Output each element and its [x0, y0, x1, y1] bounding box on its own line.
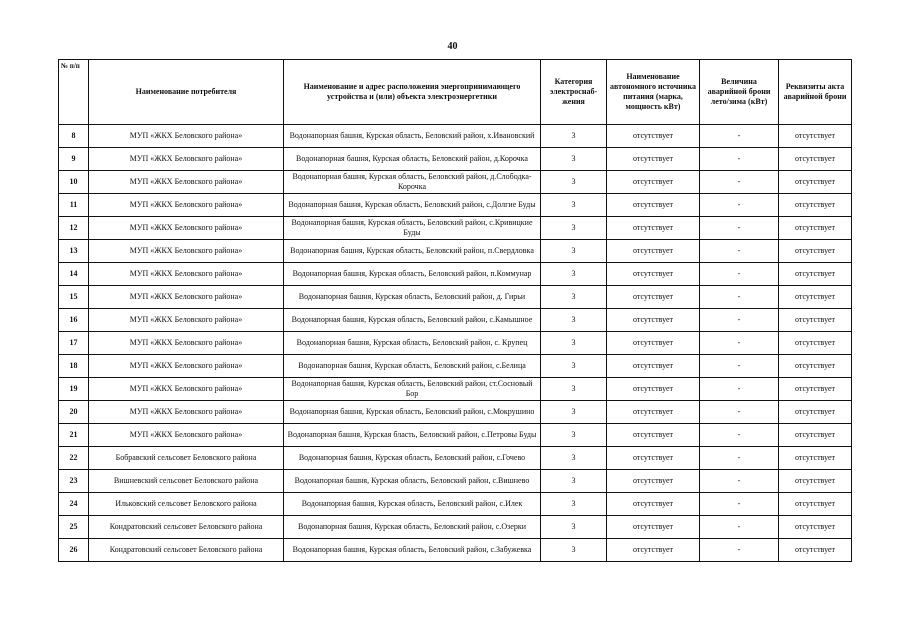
cell-source: отсутствует	[607, 148, 700, 171]
cell-consumer: Вишневский сельсовет Беловского района	[89, 470, 284, 493]
table-row	[59, 240, 852, 263]
table-row	[59, 332, 852, 355]
cell-act: отсутствует	[779, 309, 852, 332]
cell-source: отсутствует	[607, 217, 700, 240]
table-row	[59, 355, 852, 378]
cell-source: отсутствует	[607, 493, 700, 516]
cell-consumer: МУП «ЖКХ Беловского района»	[89, 378, 284, 401]
cell-act: отсутствует	[779, 194, 852, 217]
table-row	[59, 171, 852, 194]
table-row	[59, 148, 852, 171]
cell-object: Водонапорная башня, Курская область, Беловский район, с.Долгие Буды	[284, 194, 541, 217]
cell-consumer: МУП «ЖКХ Беловского района»	[89, 148, 284, 171]
cell-category: 3	[541, 493, 607, 516]
cell-source: отсутствует	[607, 240, 700, 263]
table-row	[59, 493, 852, 516]
cell-object: Водонапорная башня, Курская область, Беловский район, х.Ивановский	[284, 125, 541, 148]
cell-category: 3	[541, 378, 607, 401]
cell-reserve: -	[700, 309, 779, 332]
cell-act: отсутствует	[779, 447, 852, 470]
cell-source: отсутствует	[607, 516, 700, 539]
header-reserve: Величина аварийной брони лето/зима (кВт)	[700, 60, 779, 125]
cell-category: 3	[541, 194, 607, 217]
cell-category: 3	[541, 355, 607, 378]
cell-source: отсутствует	[607, 309, 700, 332]
table-row	[59, 194, 852, 217]
cell-act: отсутствует	[779, 539, 852, 562]
cell-source: отсутствует	[607, 286, 700, 309]
table-row	[59, 378, 852, 401]
cell-source: отсутствует	[607, 125, 700, 148]
table-row	[59, 309, 852, 332]
cell-act: отсутствует	[779, 171, 852, 194]
table-row	[59, 447, 852, 470]
table-row	[59, 286, 852, 309]
cell-num: 16	[59, 309, 89, 332]
cell-object: Водонапорная башня, Курская область, Беловский район, с.Кривицкие Буды	[284, 217, 541, 240]
cell-reserve: -	[700, 263, 779, 286]
cell-category: 3	[541, 539, 607, 562]
cell-act: отсутствует	[779, 286, 852, 309]
header-category: Категория электроснаб-жения	[541, 60, 607, 125]
table-header-row	[59, 60, 852, 125]
cell-act: отсутствует	[779, 470, 852, 493]
cell-act: отсутствует	[779, 240, 852, 263]
cell-act: отсутствует	[779, 148, 852, 171]
cell-category: 3	[541, 447, 607, 470]
cell-category: 3	[541, 263, 607, 286]
header-act: Реквизиты акта аварийной брони	[779, 60, 852, 125]
cell-source: отсутствует	[607, 539, 700, 562]
cell-object: Водонапорная башня, Курская область, Беловский район, с.Илек	[284, 493, 541, 516]
table-row	[59, 217, 852, 240]
cell-act: отсутствует	[779, 378, 852, 401]
cell-act: отсутствует	[779, 332, 852, 355]
cell-reserve: -	[700, 378, 779, 401]
cell-act: отсутствует	[779, 217, 852, 240]
cell-object: Водонапорная башня, Курская область, Беловский район, д.Слободка-Корочка	[284, 171, 541, 194]
cell-reserve: -	[700, 447, 779, 470]
cell-consumer: МУП «ЖКХ Беловского района»	[89, 263, 284, 286]
cell-category: 3	[541, 401, 607, 424]
cell-num: 21	[59, 424, 89, 447]
cell-reserve: -	[700, 125, 779, 148]
cell-reserve: -	[700, 171, 779, 194]
cell-consumer: МУП «ЖКХ Беловского района»	[89, 217, 284, 240]
cell-category: 3	[541, 217, 607, 240]
cell-object: Водонапорная башня, Курская область, Беловский район, с. Крупец	[284, 332, 541, 355]
cell-source: отсутствует	[607, 401, 700, 424]
cell-consumer: Кондратовский сельсовет Беловского района	[89, 516, 284, 539]
cell-num: 13	[59, 240, 89, 263]
cell-reserve: -	[700, 401, 779, 424]
cell-source: отсутствует	[607, 332, 700, 355]
cell-reserve: -	[700, 217, 779, 240]
cell-consumer: Ильковский сельсовет Беловского района	[89, 493, 284, 516]
table-row	[59, 263, 852, 286]
cell-num: 26	[59, 539, 89, 562]
cell-source: отсутствует	[607, 447, 700, 470]
cell-num: 22	[59, 447, 89, 470]
header-source: Наименование автономного источника питания (марка, мощность кВт)	[607, 60, 700, 125]
cell-category: 3	[541, 424, 607, 447]
header-object: Наименование и адрес расположения энергопринимающего устройства и (или) объекта электроэнергетики	[284, 60, 541, 125]
cell-act: отсутствует	[779, 424, 852, 447]
cell-reserve: -	[700, 240, 779, 263]
cell-num: 14	[59, 263, 89, 286]
cell-object: Водонапорная башня, Курская область, Беловский район, п.Коммунар	[284, 263, 541, 286]
consumers-table	[58, 59, 852, 562]
cell-num: 8	[59, 125, 89, 148]
table-row	[59, 401, 852, 424]
cell-act: отсутствует	[779, 263, 852, 286]
cell-object: Водонапорная башня, Курская бласть, Беловский район, с.Петровы Буды	[284, 424, 541, 447]
table-body	[59, 125, 852, 562]
cell-consumer: Бобравский сельсовет Беловского района	[89, 447, 284, 470]
cell-category: 3	[541, 125, 607, 148]
page-number: 40	[447, 41, 458, 52]
cell-object: Водонапорная башня, Курская область, Беловский район, д.Корочка	[284, 148, 541, 171]
cell-object: Водонапорная башня, Курская область, Беловский район, д. Гирьи	[284, 286, 541, 309]
cell-act: отсутствует	[779, 401, 852, 424]
cell-reserve: -	[700, 148, 779, 171]
table-row	[59, 424, 852, 447]
cell-source: отсутствует	[607, 263, 700, 286]
table-row	[59, 539, 852, 562]
cell-consumer: Кондратовский сельсовет Беловского района	[89, 539, 284, 562]
cell-num: 20	[59, 401, 89, 424]
cell-num: 25	[59, 516, 89, 539]
cell-consumer: МУП «ЖКХ Беловского района»	[89, 286, 284, 309]
cell-consumer: МУП «ЖКХ Беловского района»	[89, 240, 284, 263]
cell-act: отсутствует	[779, 493, 852, 516]
cell-category: 3	[541, 240, 607, 263]
cell-consumer: МУП «ЖКХ Беловского района»	[89, 309, 284, 332]
cell-num: 10	[59, 171, 89, 194]
cell-category: 3	[541, 470, 607, 493]
cell-reserve: -	[700, 332, 779, 355]
cell-num: 23	[59, 470, 89, 493]
cell-consumer: МУП «ЖКХ Беловского района»	[89, 401, 284, 424]
cell-consumer: МУП «ЖКХ Беловского района»	[89, 355, 284, 378]
cell-source: отсутствует	[607, 194, 700, 217]
cell-consumer: МУП «ЖКХ Беловского района»	[89, 424, 284, 447]
cell-num: 12	[59, 217, 89, 240]
cell-object: Водонапорная башня, Курская область, Беловский район, п.Свердловка	[284, 240, 541, 263]
cell-num: 9	[59, 148, 89, 171]
cell-act: отсутствует	[779, 516, 852, 539]
table-row	[59, 125, 852, 148]
cell-category: 3	[541, 516, 607, 539]
cell-category: 3	[541, 332, 607, 355]
cell-source: отсутствует	[607, 424, 700, 447]
cell-source: отсутствует	[607, 378, 700, 401]
cell-reserve: -	[700, 470, 779, 493]
cell-object: Водонапорная башня, Курская область, Беловский район, с.Вишнево	[284, 470, 541, 493]
cell-object: Водонапорная башня, Курская область, Беловский район, с.Забужевка	[284, 539, 541, 562]
cell-num: 15	[59, 286, 89, 309]
cell-category: 3	[541, 309, 607, 332]
cell-num: 17	[59, 332, 89, 355]
cell-object: Водонапорная башня, Курская область, Беловский район, с.Озерки	[284, 516, 541, 539]
cell-reserve: -	[700, 355, 779, 378]
cell-num: 19	[59, 378, 89, 401]
table-row	[59, 516, 852, 539]
cell-consumer: МУП «ЖКХ Беловского района»	[89, 125, 284, 148]
cell-object: Водонапорная башня, Курская область, Беловский район, с.Гочево	[284, 447, 541, 470]
cell-num: 11	[59, 194, 89, 217]
cell-reserve: -	[700, 539, 779, 562]
cell-consumer: МУП «ЖКХ Беловского района»	[89, 194, 284, 217]
cell-num: 18	[59, 355, 89, 378]
cell-object: Водонапорная башня, Курская область, Беловский район, с.Белица	[284, 355, 541, 378]
cell-category: 3	[541, 171, 607, 194]
cell-source: отсутствует	[607, 355, 700, 378]
cell-consumer: МУП «ЖКХ Беловского района»	[89, 332, 284, 355]
cell-reserve: -	[700, 424, 779, 447]
cell-reserve: -	[700, 493, 779, 516]
cell-category: 3	[541, 286, 607, 309]
cell-reserve: -	[700, 286, 779, 309]
cell-source: отсутствует	[607, 171, 700, 194]
cell-act: отсутствует	[779, 355, 852, 378]
cell-object: Водонапорная башня, Курская область, Беловский район, с.Камышное	[284, 309, 541, 332]
header-num: № п/п	[59, 60, 89, 125]
cell-reserve: -	[700, 516, 779, 539]
table-row	[59, 470, 852, 493]
cell-consumer: МУП «ЖКХ Беловского района»	[89, 171, 284, 194]
cell-reserve: -	[700, 194, 779, 217]
cell-num: 24	[59, 493, 89, 516]
cell-source: отсутствует	[607, 470, 700, 493]
cell-act: отсутствует	[779, 125, 852, 148]
header-consumer: Наименование потребителя	[89, 60, 284, 125]
cell-object: Водонапорная башня, Курская область, Беловский район, ст.Сосновый Бор	[284, 378, 541, 401]
cell-category: 3	[541, 148, 607, 171]
cell-object: Водонапорная башня, Курская область, Беловский район, с.Мокрушино	[284, 401, 541, 424]
